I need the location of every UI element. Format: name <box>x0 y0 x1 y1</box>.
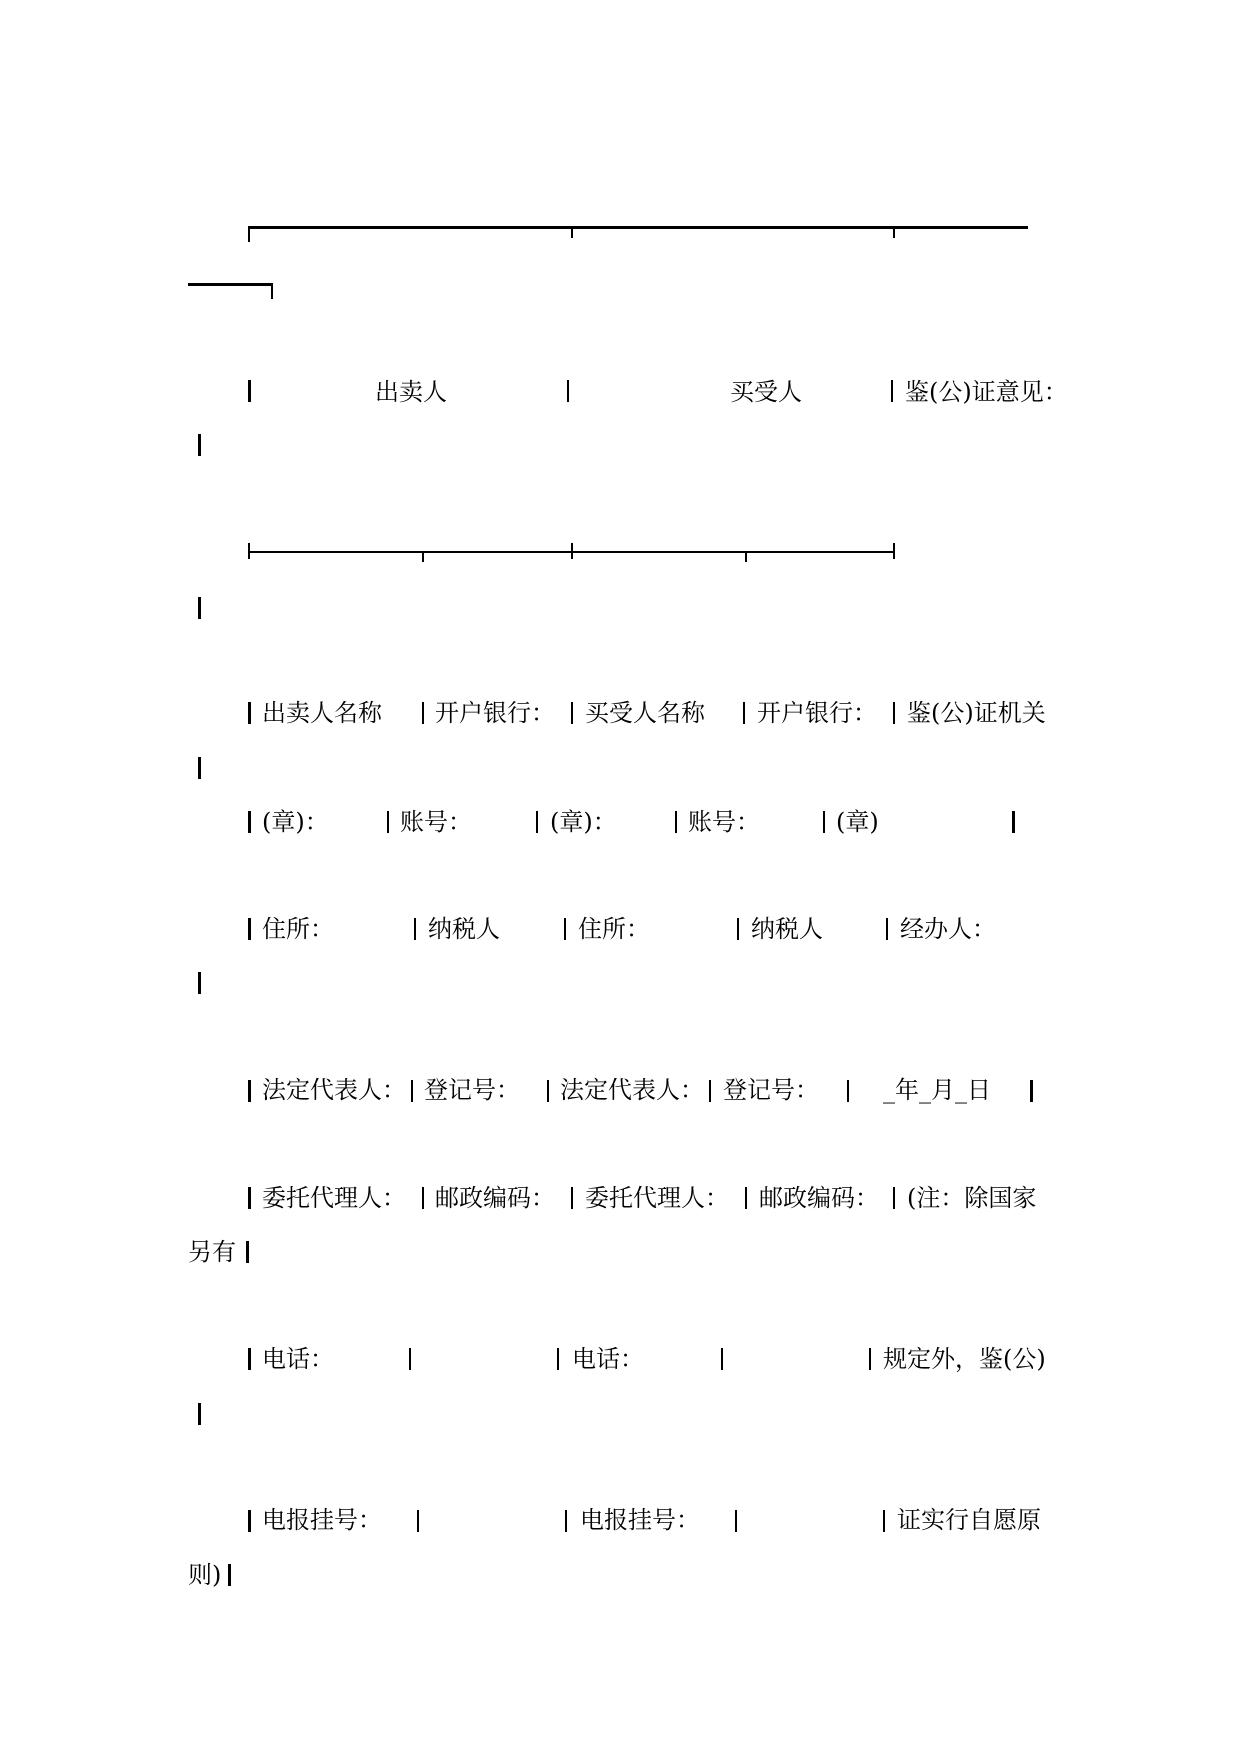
note-text: 则) <box>188 1561 222 1589</box>
row-right-border <box>228 1564 231 1586</box>
column-divider <box>709 1080 711 1102</box>
column-divider <box>565 1510 567 1532</box>
column-divider <box>422 702 424 724</box>
row-right-border <box>198 1403 201 1425</box>
buyer-reg-no-label: 登记号： <box>723 1076 819 1104</box>
table-top-divider-tick <box>571 228 573 238</box>
column-divider <box>547 1080 549 1102</box>
column-divider <box>893 702 895 724</box>
column-divider <box>571 702 573 724</box>
seller-account-label: 账号： <box>400 808 472 836</box>
table-top-border-wrap <box>188 283 273 286</box>
seller-phone-label: 电话： <box>262 1345 334 1373</box>
row-left-border <box>248 1510 251 1532</box>
column-divider <box>414 918 416 940</box>
column-divider <box>891 380 893 402</box>
buyer-seal-label: (章)： <box>550 808 617 836</box>
column-divider <box>387 811 389 833</box>
buyer-taxpayer-label: 纳税人 <box>751 915 823 943</box>
seller-telegram-label: 电报挂号： <box>262 1506 382 1534</box>
column-divider <box>422 1187 424 1209</box>
note-text: 另有 <box>188 1238 236 1266</box>
row-left-border <box>248 918 251 940</box>
seller-bank-label: 开户银行： <box>435 699 555 727</box>
column-divider <box>409 1348 411 1370</box>
column-divider <box>735 1510 737 1532</box>
row-right-border <box>246 1241 249 1263</box>
column-divider <box>847 1080 849 1102</box>
row-left-border <box>248 811 251 833</box>
column-divider <box>536 811 538 833</box>
buyer-telegram-label: 电报挂号： <box>580 1506 700 1534</box>
buyer-name-label: 买受人名称 <box>585 699 705 727</box>
seller-reg-no-label: 登记号： <box>424 1076 520 1104</box>
header-notary-opinion: 鉴(公)证意见： <box>905 378 1068 406</box>
table-middle-right-tick <box>893 543 895 559</box>
column-divider <box>893 1187 895 1209</box>
column-divider <box>557 1348 559 1370</box>
buyer-postcode-label: 邮政编码： <box>759 1184 879 1212</box>
row-right-border <box>198 434 201 456</box>
column-divider <box>571 1187 573 1209</box>
column-divider <box>721 1348 723 1370</box>
row-left-border <box>248 1348 251 1370</box>
row-right-border <box>198 757 201 779</box>
seller-postcode-label: 邮政编码： <box>435 1184 555 1212</box>
seller-legal-rep-label: 法定代表人： <box>262 1076 406 1104</box>
note-text: (注：除国家 <box>907 1184 1037 1212</box>
handler-label: 经办人： <box>900 915 996 943</box>
row-left-border <box>248 702 251 724</box>
row-left-border <box>248 1080 251 1102</box>
row-right-border <box>1030 1080 1033 1102</box>
buyer-account-label: 账号： <box>688 808 760 836</box>
header-seller: 出卖人 <box>375 378 447 406</box>
notary-org-label: 鉴(公)证机关 <box>907 699 1046 727</box>
buyer-bank-label: 开户银行： <box>757 699 877 727</box>
row-right-border <box>1012 811 1015 833</box>
column-divider <box>417 1510 419 1532</box>
column-divider <box>745 1187 747 1209</box>
buyer-legal-rep-label: 法定代表人： <box>560 1076 704 1104</box>
seller-name-label: 出卖人名称 <box>262 699 382 727</box>
buyer-agent-label: 委托代理人： <box>585 1184 729 1212</box>
seller-seal-label: (章)： <box>262 808 329 836</box>
seller-taxpayer-label: 纳税人 <box>428 915 500 943</box>
table-top-divider-tick <box>893 228 895 238</box>
column-divider <box>737 918 739 940</box>
column-divider <box>675 811 677 833</box>
notary-seal-label: (章) <box>836 808 879 836</box>
column-divider <box>564 918 566 940</box>
table-middle-divider-tick <box>571 543 573 559</box>
note-text: 证实行自愿原 <box>897 1506 1041 1534</box>
row-right-border <box>198 597 201 619</box>
table-middle-divider-tick <box>422 552 424 562</box>
column-divider <box>567 380 569 402</box>
column-divider <box>411 1080 413 1102</box>
table-middle-divider-tick <box>745 552 747 562</box>
column-divider <box>883 1510 885 1532</box>
seller-address-label: 住所： <box>262 915 334 943</box>
table-top-left-corner <box>248 226 250 242</box>
column-divider <box>869 1348 871 1370</box>
table-middle-left-tick <box>248 543 250 559</box>
column-divider <box>886 918 888 940</box>
row-left-border <box>248 380 251 402</box>
seller-agent-label: 委托代理人： <box>262 1184 406 1212</box>
table-top-right-corner <box>271 283 273 299</box>
date-label: _年_月_日 <box>883 1076 991 1104</box>
row-left-border <box>248 1187 251 1209</box>
column-divider <box>743 702 745 724</box>
table-top-border <box>248 226 1028 229</box>
buyer-address-label: 住所： <box>578 915 650 943</box>
note-text: 规定外，鉴(公) <box>883 1345 1046 1373</box>
column-divider <box>823 811 825 833</box>
buyer-phone-label: 电话： <box>572 1345 644 1373</box>
row-right-border <box>198 972 201 994</box>
header-buyer: 买受人 <box>730 378 802 406</box>
